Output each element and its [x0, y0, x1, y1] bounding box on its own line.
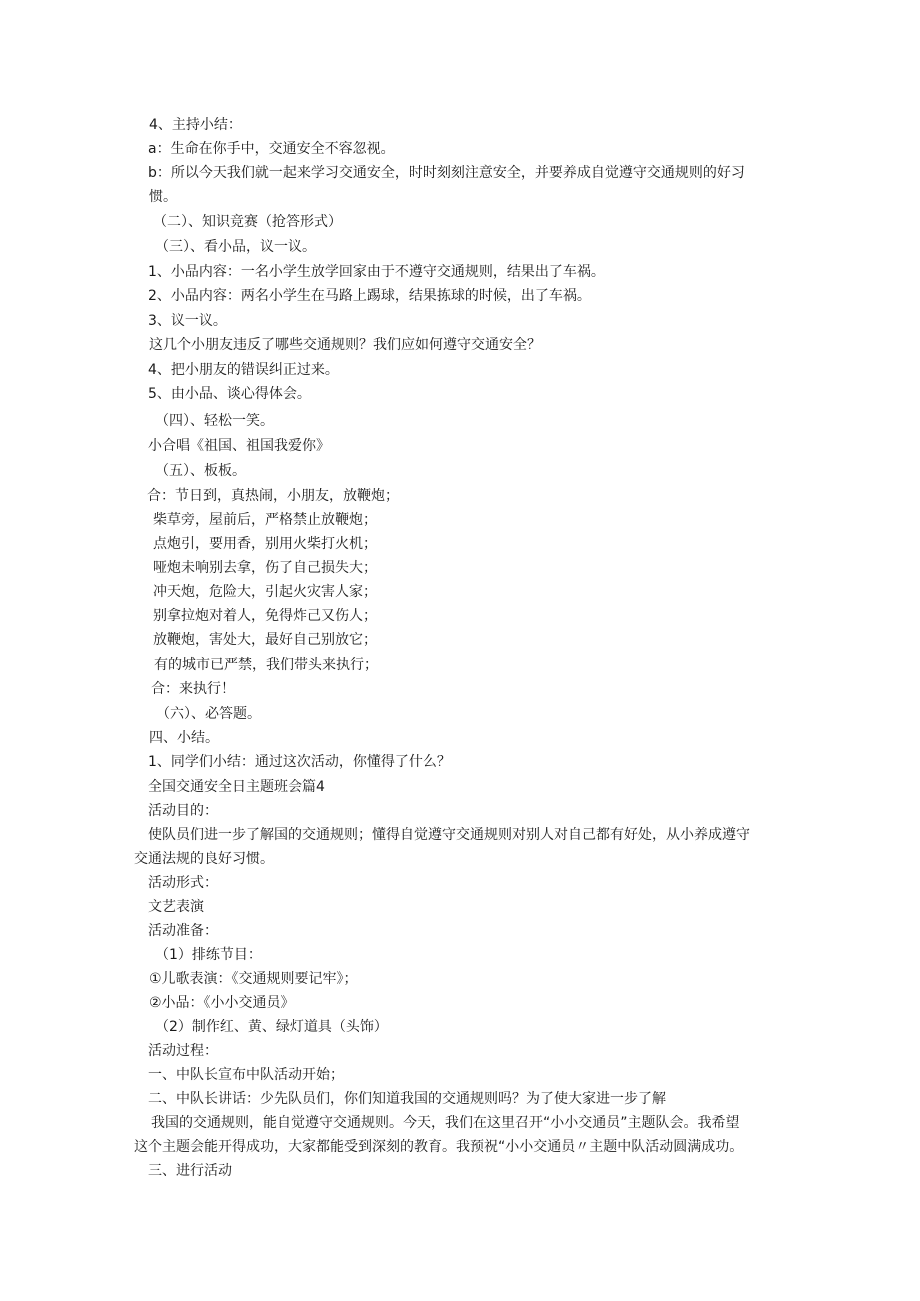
text-line: 三、进行活动	[148, 1163, 232, 1179]
text-line: ①儿歌表演：《交通规则要记牢》；	[149, 971, 358, 987]
text-line: 1、同学们小结：通过这次活动，你懂得了什么？	[148, 754, 451, 770]
text-line: 活动准备：	[148, 923, 218, 939]
text-line: 我国的交通规则，能自觉遵守交通规则。今天，我们在这里召开“小小交通员”主题队会。我希望	[151, 1115, 740, 1131]
text-line: 活动形式：	[148, 875, 218, 891]
text-line: b：所以今天我们就一起来学习交通安全，时时刻刻注意安全，并要养成自觉遵守交通规则的好习	[148, 165, 745, 181]
text-line: （三）、看小品，议一议。	[155, 239, 316, 255]
text-line: 有的城市已严禁，我们带头来执行；	[154, 657, 378, 673]
text-line: 柴草旁，屋前后，严格禁止放鞭炮；	[153, 512, 377, 528]
text-line: ②小品：《小小交通员》	[149, 995, 295, 1011]
text-line: （六）、必答题。	[156, 706, 261, 722]
text-line: 哑炮未响别去拿，伤了自己损失大；	[153, 560, 377, 576]
text-line: 2、小品内容：两名小学生在马路上踢球，结果拣球的时候，出了车祸。	[148, 288, 591, 304]
text-line: 合：来执行！	[151, 681, 235, 697]
text-line: 别拿拉炮对着人，免得炸己又伤人；	[153, 608, 377, 624]
text-line: 一、中队长宣布中队活动开始；	[148, 1067, 344, 1083]
text-line: 小合唱《祖国、祖国我爱你》	[148, 438, 330, 454]
text-line: 合：节日到，真热闹，小朋友，放鞭炮；	[147, 488, 399, 504]
text-line: 全国交通安全日主题班会篇4	[148, 779, 325, 795]
text-line: 文艺表演	[148, 899, 204, 915]
text-line: （四）、轻松一笑。	[155, 413, 274, 429]
text-line: 这几个小朋友违反了哪些交通规则？我们应如何遵守交通安全？	[149, 337, 541, 353]
text-line: （五）、板板。	[155, 463, 246, 479]
text-line: 点炮引，要用香，别用火柴打火机；	[153, 536, 377, 552]
text-line: 惯。	[149, 189, 177, 205]
text-line: 活动目的：	[148, 803, 218, 819]
text-line: 二、中队长讲话：少先队员们，你们知道我国的交通规则吗？为了使大家进一步了解	[148, 1091, 666, 1107]
text-line: 冲天炮，危险大，引起火灾害人家；	[153, 584, 377, 600]
text-line: 交通法规的良好习惯。	[134, 851, 274, 867]
text-line: 使队员们进一步了解国的交通规则；懂得自觉遵守交通规则对别人对自己都有好处，从小养成遵守	[148, 827, 750, 843]
text-line: 4、主持小结：	[149, 117, 242, 133]
text-line: 放鞭炮，害处大，最好自己别放它；	[153, 632, 377, 648]
text-line: （1）排练节目：	[155, 947, 262, 963]
text-line: 四、小结。	[149, 730, 219, 746]
text-line: 1、小品内容：一名小学生放学回家由于不遵守交通规则，结果出了车祸。	[148, 264, 605, 280]
text-line: 4、把小朋友的错误纠正过来。	[148, 362, 339, 378]
text-line: a：生命在你手中，交通安全不容忽视。	[148, 141, 395, 157]
text-line: 3、议一议。	[148, 313, 227, 329]
text-line: 活动过程：	[148, 1043, 218, 1059]
text-line: 5、由小品、谈心得体会。	[148, 386, 311, 402]
text-line: 这个主题会能开得成功，大家都能受到深刻的教育。我预祝“小小交通员〃主题中队活动圆满成功。	[134, 1139, 744, 1155]
text-line: （二）、知识竞赛（抢答形式）	[153, 214, 342, 230]
text-line: （2）制作红、黄、绿灯道具（头饰）	[155, 1019, 388, 1035]
